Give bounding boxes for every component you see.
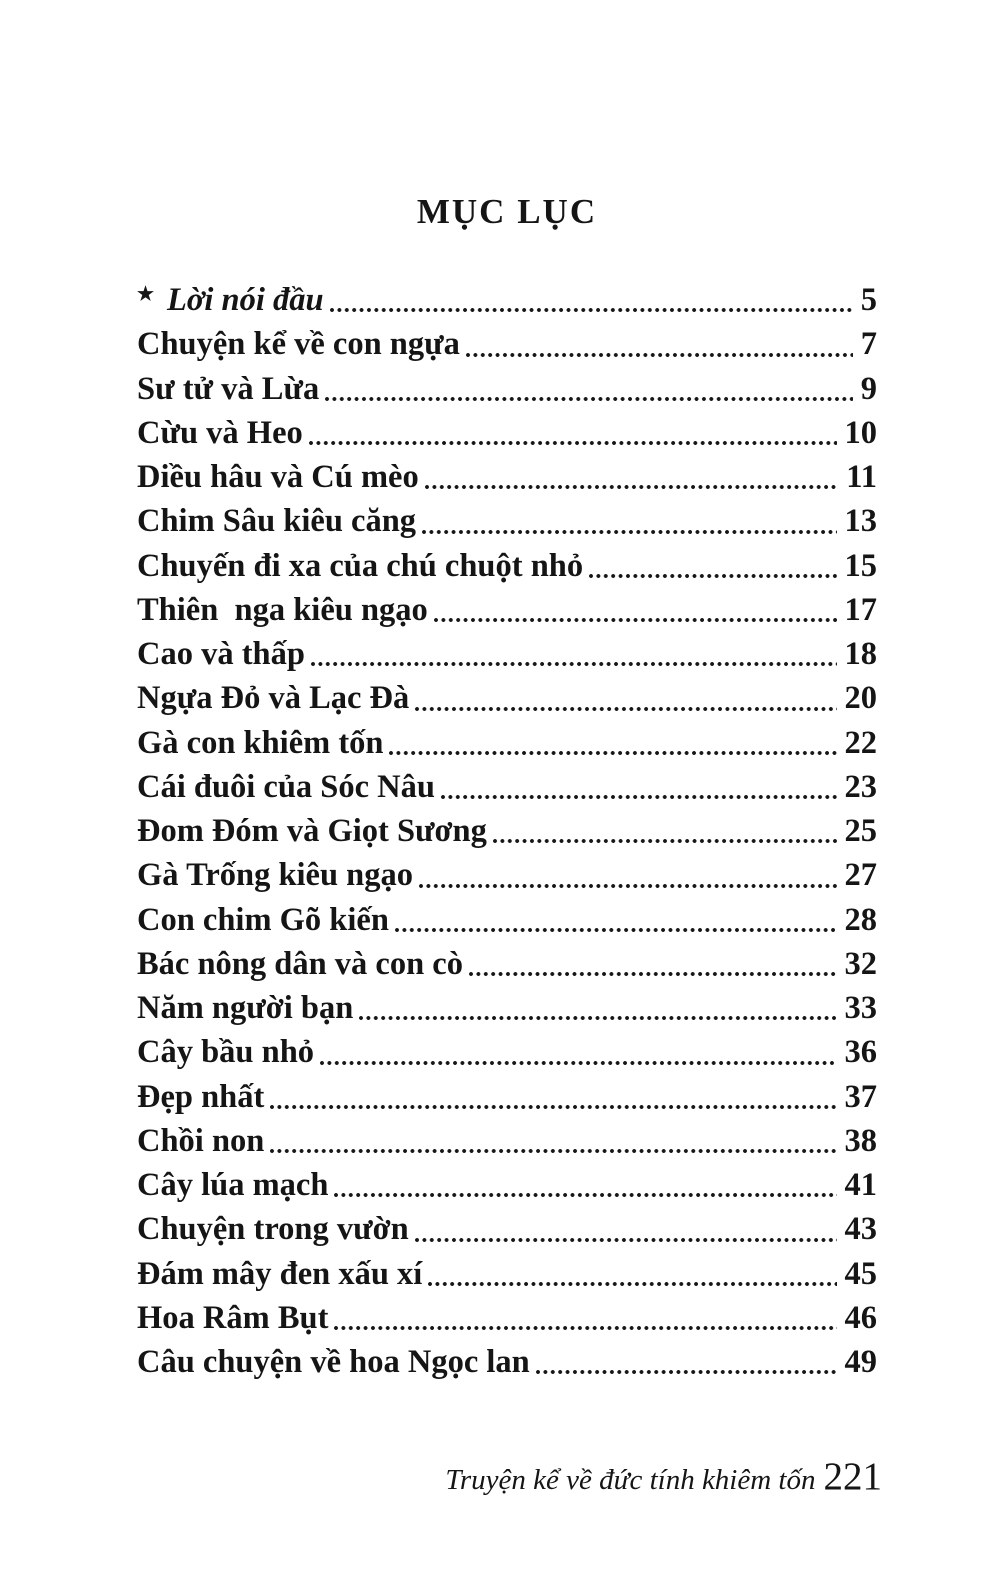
toc-entry [137, 809, 877, 853]
dot-leader [415, 707, 836, 711]
toc-entry-page-number: 11 [846, 459, 877, 495]
toc-entry [137, 721, 877, 765]
toc-entry-title: Chuyện kể về con ngựa [137, 326, 460, 363]
dot-leader [415, 1238, 837, 1242]
toc-entry [137, 676, 877, 720]
toc-entry-title: Lời nói đầu [167, 282, 324, 318]
toc-entry [137, 1207, 877, 1251]
toc-entry-title: Năm người bạn [137, 990, 354, 1026]
toc-entry-page-number: 23 [844, 768, 877, 805]
dot-leader [395, 928, 837, 932]
toc-entry [137, 942, 877, 986]
toc-entry-page-number: 9 [860, 370, 877, 407]
toc-entry [137, 1296, 877, 1340]
toc-entry [137, 588, 877, 632]
toc-entry-title: Đom Đóm và Giọt Sương [137, 813, 487, 849]
dot-leader [270, 1149, 836, 1153]
toc-entry-title: Gà con khiêm tốn [137, 724, 384, 761]
toc-entry-title: Cái đuôi của Sóc Nâu [137, 768, 435, 805]
toc-entry [137, 765, 877, 809]
toc-entry-title: Thiên nga kiêu ngạo [137, 591, 428, 628]
dot-leader [428, 1282, 836, 1286]
dot-leader [425, 485, 839, 489]
toc-entry-page-number: 37 [844, 1078, 877, 1115]
toc-entry-title: Ngựa Đỏ và Lạc Đà [137, 680, 410, 717]
page-title: MỤC LỤC [416, 192, 598, 231]
toc-entry-page-number: 49 [844, 1344, 877, 1380]
toc-entry-page-number: 43 [844, 1211, 877, 1248]
toc-entry [137, 1075, 877, 1119]
dot-leader [359, 1016, 836, 1020]
dot-leader [325, 397, 853, 401]
footer-page-number: 221 [823, 1455, 882, 1498]
toc-entry [137, 1119, 877, 1163]
toc-entry [137, 898, 877, 942]
dot-leader [466, 353, 853, 357]
toc-entry-title: Chồi non [137, 1122, 265, 1159]
toc-entry-page-number: 46 [844, 1299, 877, 1336]
toc-entry-page-number: 7 [860, 326, 877, 363]
dot-leader [320, 1061, 836, 1065]
dot-leader [270, 1105, 836, 1109]
dot-leader [441, 795, 837, 799]
toc-entry [137, 367, 877, 411]
toc-entry [137, 632, 877, 676]
toc-entry-title: Chim Sâu kiêu căng [137, 503, 417, 540]
toc-entry-page-number: 36 [844, 1034, 877, 1071]
toc-entry [137, 853, 877, 897]
dot-leader [334, 1193, 836, 1197]
dot-leader [589, 574, 836, 578]
toc-entry-page-number: 27 [844, 857, 877, 894]
toc-entry [137, 1252, 877, 1296]
toc-entry-page-number: 32 [844, 945, 877, 982]
toc-entry-page-number: 22 [844, 724, 877, 761]
dot-leader [311, 662, 837, 666]
dot-leader [330, 308, 853, 312]
toc-entry-title: Chuyến đi xa của chú chuột nhỏ [137, 547, 584, 584]
dot-leader [493, 839, 837, 843]
toc-entry [137, 986, 877, 1030]
toc-entry [137, 278, 877, 322]
toc-entry-page-number: 38 [844, 1122, 877, 1159]
toc-entry-title: Cây lúa mạch [137, 1167, 329, 1203]
toc-entry-title: Câu chuyện về hoa Ngọc lan [137, 1344, 530, 1380]
dot-leader [434, 618, 837, 622]
toc-entry-page-number: 33 [844, 990, 877, 1026]
toc-entry [137, 1030, 877, 1074]
toc-entry-page-number: 10 [844, 414, 877, 451]
toc-entry [137, 411, 877, 455]
toc-entry-page-number: 20 [844, 680, 877, 717]
toc-entry-title: Bác nông dân và con cò [137, 945, 463, 982]
toc-entry [137, 455, 877, 499]
toc-entry-title: Đẹp nhất [137, 1078, 265, 1115]
toc-entry-title: Diều hâu và Cú mèo [137, 459, 419, 495]
toc-entry-page-number: 17 [844, 591, 877, 628]
dot-leader [536, 1370, 837, 1374]
dot-leader [389, 751, 836, 755]
star-icon: ★ [137, 284, 155, 305]
dot-leader [309, 441, 837, 445]
dot-leader [469, 972, 837, 976]
toc-entry-page-number: 18 [844, 636, 877, 672]
toc-entry-page-number: 5 [860, 282, 877, 318]
toc-entry-page-number: 13 [844, 503, 877, 540]
footer-book-title: Truyện kể về đức tính khiêm tốn [445, 1464, 816, 1496]
toc-entry-page-number: 45 [844, 1255, 877, 1292]
toc-entry-title: Sư tử và Lừa [137, 370, 320, 407]
toc-entry-page-number: 41 [844, 1167, 877, 1203]
toc-entry-page-number: 15 [844, 547, 877, 584]
toc-entry [137, 1340, 877, 1384]
toc-entry-page-number: 28 [844, 901, 877, 938]
toc-entry-title: Con chim Gõ kiến [137, 901, 389, 938]
toc-entry-title: Chuyện trong vườn [137, 1211, 409, 1248]
toc-list [137, 278, 877, 1384]
page-footer [445, 1455, 882, 1499]
dot-leader [422, 530, 836, 534]
toc-entry [137, 322, 877, 366]
toc-entry-title: Gà Trống kiêu ngạo [137, 857, 414, 894]
toc-entry-title: Cây bầu nhỏ [137, 1034, 315, 1071]
toc-entry-title: Đám mây đen xấu xí [137, 1255, 423, 1292]
toc-entry-page-number: 25 [844, 813, 877, 849]
dot-leader [334, 1326, 836, 1330]
toc-entry-title: Hoa Râm Bụt [137, 1299, 329, 1336]
toc-entry-title: Cao và thấp [137, 636, 305, 672]
toc-entry [137, 1163, 877, 1207]
toc-entry-title: Cừu và Heo [137, 414, 303, 451]
toc-entry [137, 544, 877, 588]
dot-leader [419, 884, 836, 888]
toc-entry [137, 499, 877, 543]
